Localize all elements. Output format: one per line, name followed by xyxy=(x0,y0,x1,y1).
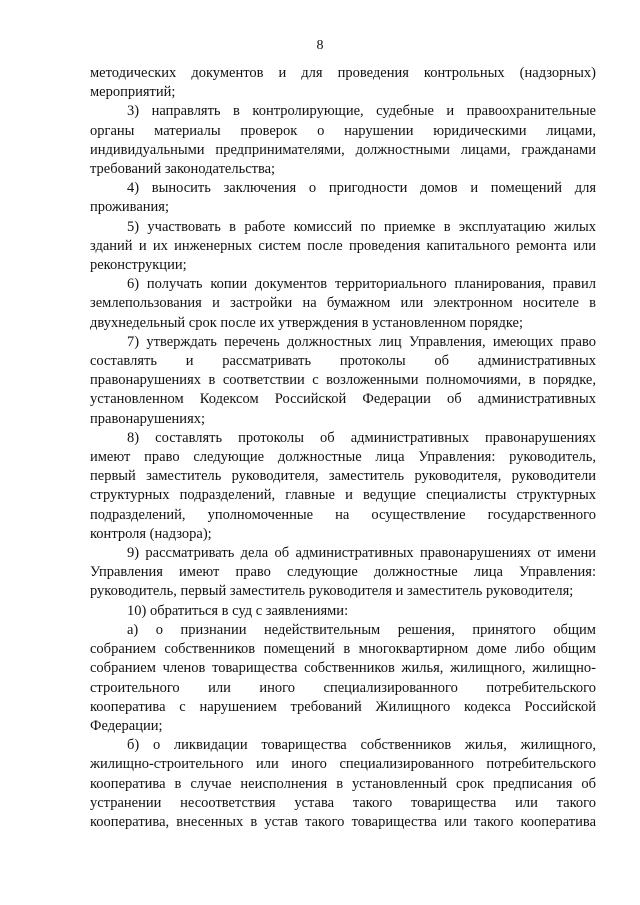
text-line: кооператива, внесенных в устав такого товарищества или такого кооператива xyxy=(90,813,596,830)
text-line: собранием членов товарищества собственников жилья, жилищного, жилищно- xyxy=(90,660,596,677)
text-line: 5) участвовать в работе комиссий по приемке в эксплуатацию жилых xyxy=(127,218,596,235)
text-line: Управления имеют право следующие должностные лица Управления: xyxy=(90,564,596,581)
text-line: кооператива с нарушением требований Жилищного кодекса Российской xyxy=(90,698,596,715)
text-line: б) о ликвидации товарищества собственников жилья, жилищного, xyxy=(127,737,596,754)
document-body xyxy=(90,64,596,832)
text-line: установленном Кодексом Российской Федерации об административных xyxy=(90,391,596,408)
text-line: руководитель, первый заместитель руководителя и заместитель руководителя; xyxy=(90,583,574,600)
text-line: проживания; xyxy=(90,199,169,216)
page-number: 8 xyxy=(316,38,324,53)
text-line: 7) утверждать перечень должностных лиц Управления, имеющих право xyxy=(127,333,596,350)
text-line: двухнедельный срок после их утверждения в установленном порядке; xyxy=(90,314,523,331)
text-line: 8) составлять протоколы об административных правонарушениях xyxy=(127,429,596,446)
text-line: 10) обратиться в суд с заявлениями: xyxy=(127,602,349,619)
text-line: кооператива в случае неисполнения в установленный срок предписания об xyxy=(90,775,596,792)
text-line: органы материалы проверок о нарушении юридическими лицами, xyxy=(90,122,596,139)
text-line: 6) получать копии документов территориального планирования, правил xyxy=(127,276,596,293)
text-line: требований законодательства; xyxy=(90,161,276,178)
text-line: жилищно-строительного или иного специализированного потребительского xyxy=(90,756,596,773)
text-line: зданий и их инженерных систем после проведения капитального ремонта или xyxy=(90,237,596,254)
text-line: Федерации; xyxy=(90,717,163,734)
text-line: правонарушениях в соответствии с возложенными полномочиями, в порядке, xyxy=(90,372,596,389)
text-line: строительного или иного специализированного потребительского xyxy=(90,679,596,696)
text-line: имеют право следующие должностные лица Управления: руководитель, xyxy=(90,449,596,466)
text-line: первый заместитель руководителя, заместитель руководителя, руководители xyxy=(90,468,596,485)
text-line: 4) выносить заключения о пригодности домов и помещений для xyxy=(127,180,596,197)
text-line: контроля (надзора); xyxy=(90,525,212,542)
text-line: 3) направлять в контролирующие, судебные и правоохранительные xyxy=(127,103,596,120)
text-line: устранении несоответствия устава такого товарищества или такого xyxy=(90,794,596,811)
text-line: индивидуальными предпринимателями, должностными лицами, гражданами xyxy=(90,141,596,158)
text-line: методических документов и для проведения контрольных (надзорных) xyxy=(90,65,596,81)
text-line: а) о признании недействительным решения, принятого общим xyxy=(127,621,596,638)
text-line: правонарушениях; xyxy=(90,410,206,427)
text-line: подразделений, уполномоченные на осуществление государственного xyxy=(90,506,596,523)
text-line: мероприятий; xyxy=(90,84,176,101)
text-line: 9) рассматривать дела об административных правонарушениях от имени xyxy=(127,545,596,562)
text-line: структурных подразделений, главные и ведущие специалисты структурных xyxy=(90,487,596,504)
text-line: землепользования и застройки на бумажном или электронном носителе в xyxy=(90,295,596,312)
text-line: собранием собственников помещений в многоквартирном доме либо общим xyxy=(90,641,596,658)
text-line: составлять и рассматривать протоколы об административных xyxy=(90,353,596,370)
text-line: реконструкции; xyxy=(90,257,187,274)
